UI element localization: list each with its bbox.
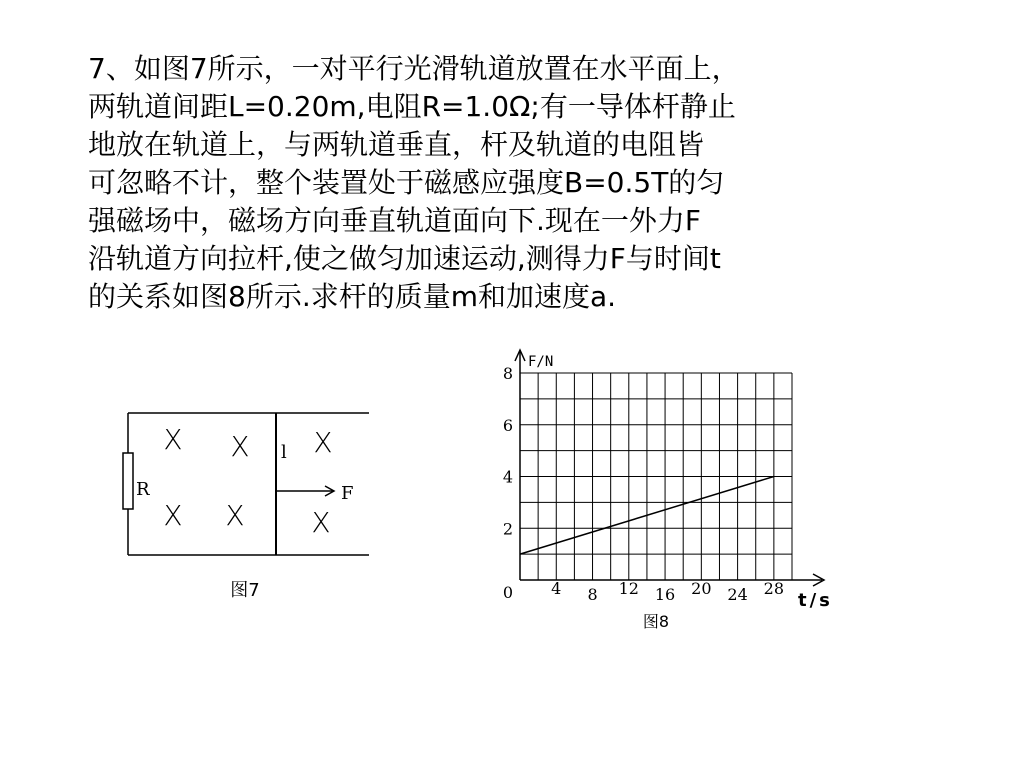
chart-axes xyxy=(515,350,824,586)
resistor-label: R xyxy=(136,479,150,500)
problem-line: 地放在轨道上，与两轨道垂直，杆及轨道的电阻皆 xyxy=(88,128,705,161)
y-tick-label: 8 xyxy=(502,364,513,383)
field-cross: X xyxy=(311,506,331,539)
y-tick-label: 2 xyxy=(502,519,513,539)
origin-label: 0 xyxy=(502,583,513,602)
field-cross: X xyxy=(163,499,183,532)
field-cross: X xyxy=(225,499,245,532)
y-axis-label: F/N xyxy=(528,354,554,370)
y-tick-label: 6 xyxy=(502,415,513,435)
field-cross: X xyxy=(230,430,250,463)
problem-line: 强磁场中，磁场方向垂直轨道面向下.现在一外力F xyxy=(88,204,702,237)
rod-label: l xyxy=(281,442,287,463)
field-cross: X xyxy=(163,423,183,456)
x-tick-label: 20 xyxy=(691,579,712,598)
x-tick-label: 12 xyxy=(618,579,639,598)
figure-8-caption: 图8 xyxy=(642,612,670,631)
force-label: F xyxy=(341,483,354,504)
problem-line: 可忽略不计，整个装置处于磁感应强度B=0.5T的匀 xyxy=(88,166,725,199)
x-tick-label: 28 xyxy=(763,579,785,598)
problem-line: 沿轨道方向拉杆,使之做匀加速运动,测得力F与时间t xyxy=(88,242,721,275)
problem-line: 的关系如图8所示.求杆的质量m和加速度a. xyxy=(88,280,617,313)
chart-grid xyxy=(520,373,792,580)
x-tick-label: 16 xyxy=(654,585,676,604)
figure-7-caption: 图7 xyxy=(230,580,260,601)
y-tick-label: 4 xyxy=(502,467,513,487)
x-tick-label: 24 xyxy=(727,585,748,604)
x-tick-label: 4 xyxy=(551,579,562,598)
chart-labels xyxy=(503,354,833,631)
problem-line: 两轨道间距L=0.20m,电阻R=1.0Ω;有一导体杆静止 xyxy=(88,90,736,123)
problem-line: 7、如图7所示，一对平行光滑轨道放置在水平面上， xyxy=(88,52,740,85)
x-tick-label: 8 xyxy=(587,585,598,604)
x-axis-label: t/s xyxy=(798,590,833,611)
field-cross: X xyxy=(313,426,333,459)
